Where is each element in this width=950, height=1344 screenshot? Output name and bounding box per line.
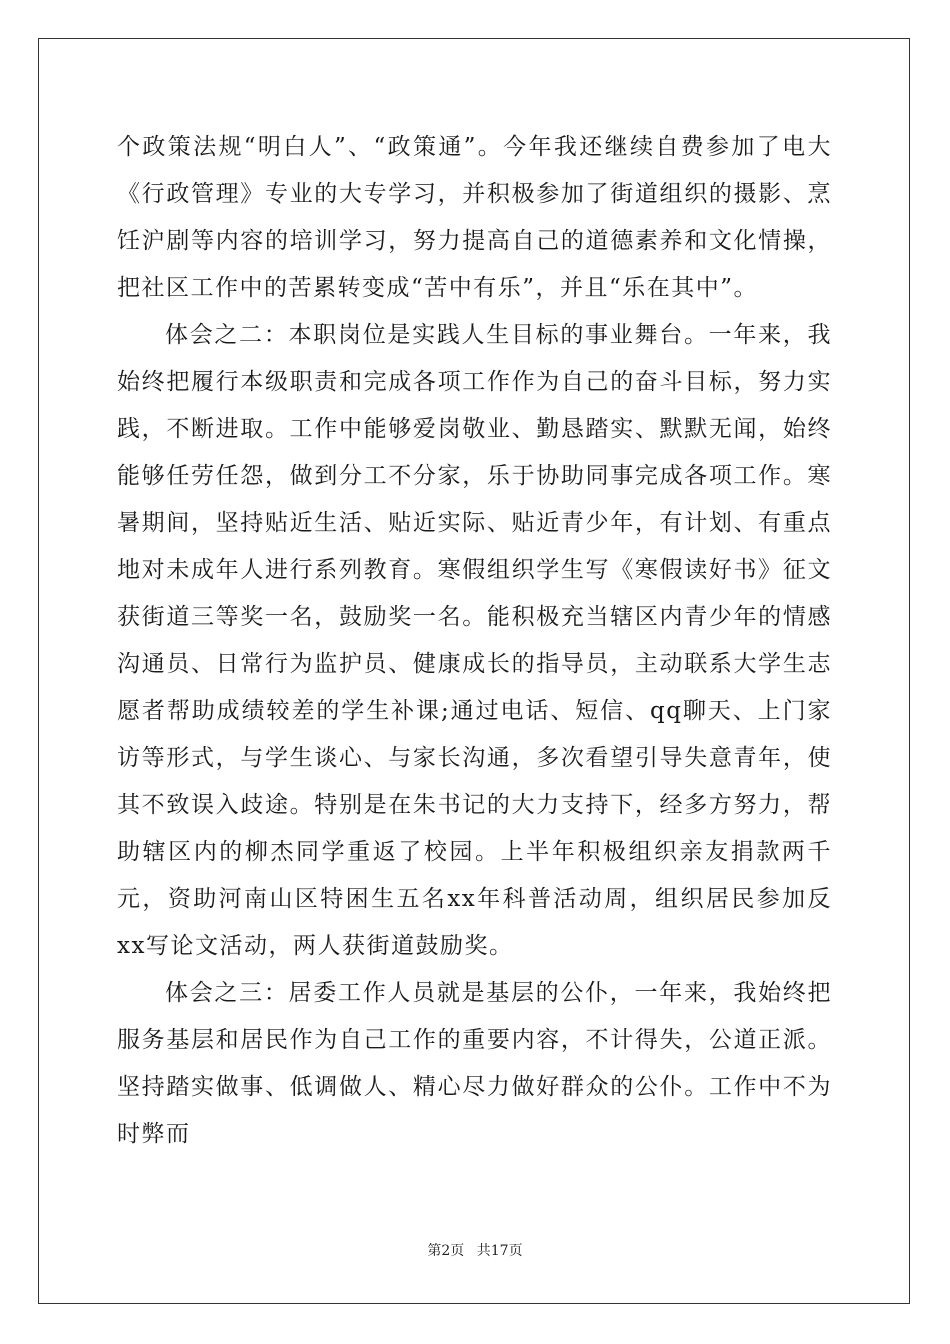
paragraph-3: 体会之三：居委工作人员就是基层的公仆，一年来，我始终把服务基层和居民作为自己工作的重要内容，不计得失，公道正派。坚持踏实做事、低调做人、精心尽力做好群众的公仆。工作中不为时弊而 — [117, 980, 832, 1147]
page-total: 共17页 — [476, 1243, 523, 1259]
page-number: 第2页 — [427, 1243, 465, 1259]
paragraph-2: 体会之二：本职岗位是实践人生目标的事业舞台。一年来，我始终把履行本级职责和完成各项工作作为自己的奋斗目标，努力实践，不断进取。工作中能够爱岗敬业、勤恳踏实、默默无闻，始终能够任劳任怨，做到分工不分家，乐于协助同事完成各项工作。寒暑期间，坚持贴近生活、贴近实际、贴近青少年，有计划、有重点地对未成年人进行系列教育。寒假组织学生写《寒假读好书》征文获街道三等奖一名，鼓励奖一名。能积极充当辖区内青少年的情感沟通员、日常行为监护员、健康成长的指导员，主动联系大学生志愿者帮助成绩较差的学生补课;通过电话、短信、qq聊天、上门家访等形式，与学生谈心、与家长沟通，多次看望引导失意青年，使其不致误入歧途。特别是在朱书记的大力支持下，经多方努力，帮助辖区内的柳杰同学重返了校园。上半年积极组织亲友捐款两千元，资助河南山区特困生五名xx年科普活动周，组织居民参加反xx写论文活动，两人获街道鼓励奖。 — [117, 322, 832, 959]
paragraph-1: 个政策法规“明白人”、“政策通”。今年我还继续自费参加了电大《行政管理》专业的大专学习，并积极参加了街道组织的摄影、烹饪沪剧等内容的培训学习，努力提高自己的道德素养和文化情操，把社区工作中的苦累转变成“苦中有乐”，并且“乐在其中”。 — [117, 134, 832, 301]
document-body — [117, 124, 832, 1158]
page-footer — [0, 1240, 950, 1260]
